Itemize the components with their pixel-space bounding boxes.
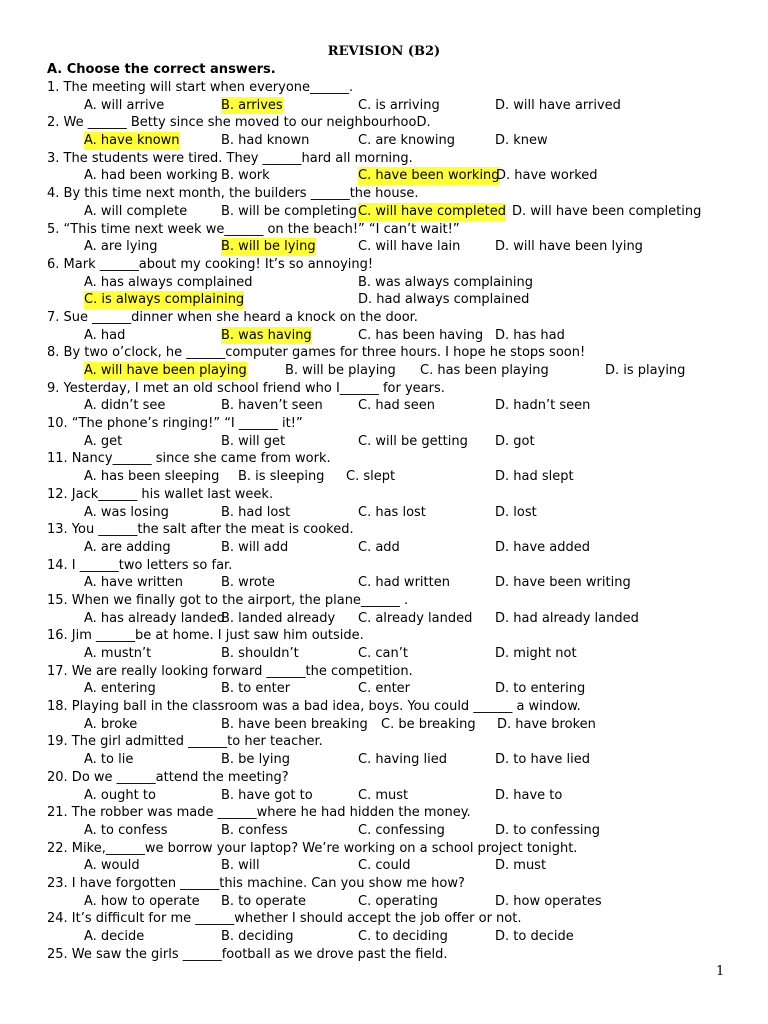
question-text: 13. You ______the salt after the meat is cooked. xyxy=(47,522,354,538)
answer-option: D. had always complained xyxy=(358,292,530,308)
question-line xyxy=(0,450,768,468)
answer-row xyxy=(0,291,768,309)
answer-option: C. confessing xyxy=(358,822,445,838)
answer-option: B. is sleeping xyxy=(238,469,325,485)
answer-option: D. had slept xyxy=(495,469,574,485)
answer-option-highlighted: A. have known xyxy=(84,133,180,149)
answer-option-highlighted: C. have been working xyxy=(358,168,500,184)
answer-row xyxy=(0,468,768,486)
question-text: 12. Jack______ his wallet last week. xyxy=(47,486,274,502)
answer-option: D. have broken xyxy=(497,716,596,732)
answer-option: A. would xyxy=(84,858,140,874)
answer-row xyxy=(0,132,768,150)
section-heading: A. Choose the correct answers. xyxy=(47,62,276,77)
answer-option: C. operating xyxy=(358,893,439,909)
answer-option: C. is arriving xyxy=(358,97,440,113)
answer-option: C. has been having xyxy=(358,327,484,343)
answer-option: A. was losing xyxy=(84,504,169,520)
answer-option-highlighted: B. will be lying xyxy=(221,239,316,255)
answer-option: D. has had xyxy=(495,327,565,343)
question-text: 24. It’s difficult for me ______whether I should accept the job offer or not. xyxy=(47,911,522,927)
answer-option: D. to entering xyxy=(495,681,586,697)
answer-option: D. have been writing xyxy=(495,575,631,591)
answer-option: D. have worked xyxy=(496,168,598,184)
answer-option: A. has been sleeping xyxy=(84,469,220,485)
question-line xyxy=(0,380,768,398)
question-text: 5. “This time next week we______ on the beach!” “I can’t wait!” xyxy=(47,221,460,237)
answer-option: D. will have been lying xyxy=(495,239,643,255)
question-text: 3. The students were tired. They ______hard all morning. xyxy=(47,150,413,166)
answer-option: B. had lost xyxy=(221,504,291,520)
answer-row xyxy=(0,539,768,557)
answer-row xyxy=(0,238,768,256)
answer-option: D. knew xyxy=(495,133,548,149)
question-text: 18. Playing ball in the classroom was a bad idea, boys. You could ______ a window. xyxy=(47,699,581,715)
answer-option: B. had known xyxy=(221,133,310,149)
answer-option: C. has lost xyxy=(358,504,426,520)
question-text: 14. I ______two letters so far. xyxy=(47,557,233,573)
answer-option: A. broke xyxy=(84,716,138,732)
question-line xyxy=(0,627,768,645)
answer-option-highlighted: C. will have completed xyxy=(358,203,506,219)
answer-option: B. landed already xyxy=(221,610,336,626)
question-text: 15. When we finally got to the airport, the plane______ . xyxy=(47,592,409,608)
answer-row xyxy=(0,504,768,522)
question-line xyxy=(0,733,768,751)
question-line xyxy=(0,415,768,433)
question-line xyxy=(0,663,768,681)
answer-option: A. are lying xyxy=(84,239,158,255)
answer-option: C. are knowing xyxy=(358,133,455,149)
answer-option: C. had written xyxy=(358,575,450,591)
answer-option: D. lost xyxy=(495,504,537,520)
question-line xyxy=(0,910,768,928)
question-line xyxy=(0,256,768,274)
question-text: 2. We ______ Betty since she moved to our neighbourhooD. xyxy=(47,115,431,131)
answer-option: C. slept xyxy=(346,469,396,485)
answer-option: B. haven’t seen xyxy=(221,398,323,414)
answer-option: A. mustn’t xyxy=(84,646,152,661)
question-line xyxy=(0,309,768,327)
answer-option: D. how operates xyxy=(495,893,602,909)
answer-option: C. had seen xyxy=(358,398,435,414)
answer-option: B. wrote xyxy=(221,575,275,591)
question-text: 23. I have forgotten ______this machine. Can you show me how? xyxy=(47,875,465,891)
question-text: 6. Mark ______about my cooking! It’s so annoying! xyxy=(47,256,374,272)
question-text: 8. By two o’clock, he ______computer games for three hours. I hope he stops soon! xyxy=(47,345,586,361)
answer-option: A. entering xyxy=(84,681,156,697)
question-line xyxy=(0,221,768,239)
question-text: 16. Jim ______be at home. I just saw him outside. xyxy=(47,628,364,644)
answer-option: C. enter xyxy=(358,681,411,697)
answer-row xyxy=(0,433,768,451)
answer-option: B. to operate xyxy=(221,893,306,909)
question-text: 20. Do we ______attend the meeting? xyxy=(47,769,289,785)
answer-option: A. has always complained xyxy=(84,274,253,290)
answer-option: C. will have lain xyxy=(358,239,461,255)
question-line xyxy=(0,946,768,964)
answer-option: D. had already landed xyxy=(495,610,639,626)
answer-option: C. can’t xyxy=(358,646,408,661)
answer-option: C. has been playing xyxy=(420,363,549,378)
page-number: 1 xyxy=(716,964,725,979)
answer-row xyxy=(0,680,768,698)
question-line xyxy=(0,698,768,716)
answer-option: B. will add xyxy=(221,539,289,555)
answer-option: C. will be getting xyxy=(358,433,468,449)
question-line xyxy=(0,840,768,858)
question-line xyxy=(0,521,768,539)
answer-row xyxy=(0,857,768,875)
question-line xyxy=(0,769,768,787)
question-text: 25. We saw the girls ______football as we drove past the field. xyxy=(47,946,448,962)
answer-option: B. will get xyxy=(221,433,286,449)
answer-option: B. to enter xyxy=(221,681,291,697)
answer-option: D. hadn’t seen xyxy=(495,398,591,414)
answer-option: C. having lied xyxy=(358,752,447,768)
answer-option: B. will xyxy=(221,858,260,874)
question-line xyxy=(0,557,768,575)
answer-row xyxy=(0,397,768,415)
answer-option: B. confess xyxy=(221,822,288,838)
answer-option: C. add xyxy=(358,539,400,555)
answer-row xyxy=(0,751,768,769)
answer-option: A. didn’t see xyxy=(84,398,166,414)
answer-option: B. have got to xyxy=(221,787,313,803)
answer-option-highlighted: B. arrives xyxy=(221,97,283,113)
question-text: 17. We are really looking forward ______the competition. xyxy=(47,663,413,679)
answer-option: B. deciding xyxy=(221,929,294,944)
answer-row xyxy=(0,274,768,292)
answer-option-highlighted: C. is always complaining xyxy=(84,292,245,308)
answer-option: D. is playing xyxy=(605,363,686,378)
question-text: 9. Yesterday, I met an old school friend who I______ for years. xyxy=(47,380,445,396)
answer-option: B. have been breaking xyxy=(221,716,368,732)
question-text: 7. Sue ______dinner when she heard a knock on the door. xyxy=(47,309,418,325)
answer-row xyxy=(0,822,768,840)
answer-row xyxy=(0,362,768,380)
answer-option: A. decide xyxy=(84,929,145,944)
answer-option: B. was always complaining xyxy=(358,274,534,290)
answer-option: C. must xyxy=(358,787,409,803)
answer-option: C. already landed xyxy=(358,610,473,626)
answer-option: D. have added xyxy=(495,539,591,555)
answer-option: D. got xyxy=(495,433,535,449)
page-title: REVISION (B2) xyxy=(327,44,441,59)
answer-option: A. had xyxy=(84,327,126,343)
question-text: 21. The robber was made ______where he had hidden the money. xyxy=(47,805,471,821)
question-line xyxy=(0,486,768,504)
answer-option: D. will have been completing xyxy=(512,203,702,219)
answer-row xyxy=(0,645,768,663)
question-line xyxy=(0,592,768,610)
answer-option: D. to decide xyxy=(495,929,574,944)
question-text: 1. The meeting will start when everyone______. xyxy=(47,80,354,95)
answer-row xyxy=(0,893,768,911)
answer-option: D. will have arrived xyxy=(495,97,621,113)
answer-option: B. will be completing xyxy=(221,203,357,219)
answer-option: A. will arrive xyxy=(84,97,165,113)
answer-option: A. to confess xyxy=(84,822,168,838)
answer-row xyxy=(0,167,768,185)
answer-option-highlighted: A. will have been playing xyxy=(84,363,247,378)
answer-option: A. ought to xyxy=(84,787,156,803)
answer-option: C. to deciding xyxy=(358,929,448,944)
answer-option: B. shouldn’t xyxy=(221,646,299,661)
answer-option: B. work xyxy=(221,168,270,184)
question-line xyxy=(0,79,768,97)
answer-option: A. to lie xyxy=(84,752,134,768)
answer-option: A. had been working xyxy=(84,168,218,184)
answer-option: A. how to operate xyxy=(84,893,200,909)
answer-option: D. must xyxy=(495,858,547,874)
question-text: 19. The girl admitted ______to her teacher. xyxy=(47,734,323,750)
question-line xyxy=(0,875,768,893)
question-line xyxy=(0,185,768,203)
answer-row xyxy=(0,716,768,734)
answer-option-highlighted: B. was having xyxy=(221,327,312,343)
answer-option: A. get xyxy=(84,433,123,449)
answer-option: A. have written xyxy=(84,575,183,591)
answer-row xyxy=(0,928,768,946)
question-line xyxy=(0,114,768,132)
answer-row xyxy=(0,97,768,115)
question-list xyxy=(0,79,768,963)
answer-option: A. are adding xyxy=(84,539,171,555)
answer-option: A. has already landed xyxy=(84,610,226,626)
answer-option: D. might not xyxy=(495,646,577,661)
answer-row xyxy=(0,203,768,221)
answer-option: D. to confessing xyxy=(495,822,601,838)
question-text: 22. Mike,______we borrow your laptop? We’re working on a school project tonight. xyxy=(47,840,578,856)
answer-option: B. be lying xyxy=(221,752,290,768)
answer-row xyxy=(0,574,768,592)
answer-row xyxy=(0,327,768,345)
answer-option: D. to have lied xyxy=(495,752,590,768)
question-line xyxy=(0,344,768,362)
answer-option: C. be breaking xyxy=(381,716,476,732)
question-line xyxy=(0,804,768,822)
answer-row xyxy=(0,787,768,805)
answer-option: A. will complete xyxy=(84,203,188,219)
question-text: 4. By this time next month, the builders ______the house. xyxy=(47,186,419,202)
question-text: 11. Nancy______ since she came from work. xyxy=(47,451,331,467)
question-text: 10. “The phone’s ringing!” “I ______ it!” xyxy=(47,416,303,432)
question-line xyxy=(0,150,768,168)
answer-option: B. will be playing xyxy=(285,363,396,378)
answer-option: C. could xyxy=(358,858,411,874)
answer-row xyxy=(0,610,768,628)
answer-option: D. have to xyxy=(495,787,563,803)
